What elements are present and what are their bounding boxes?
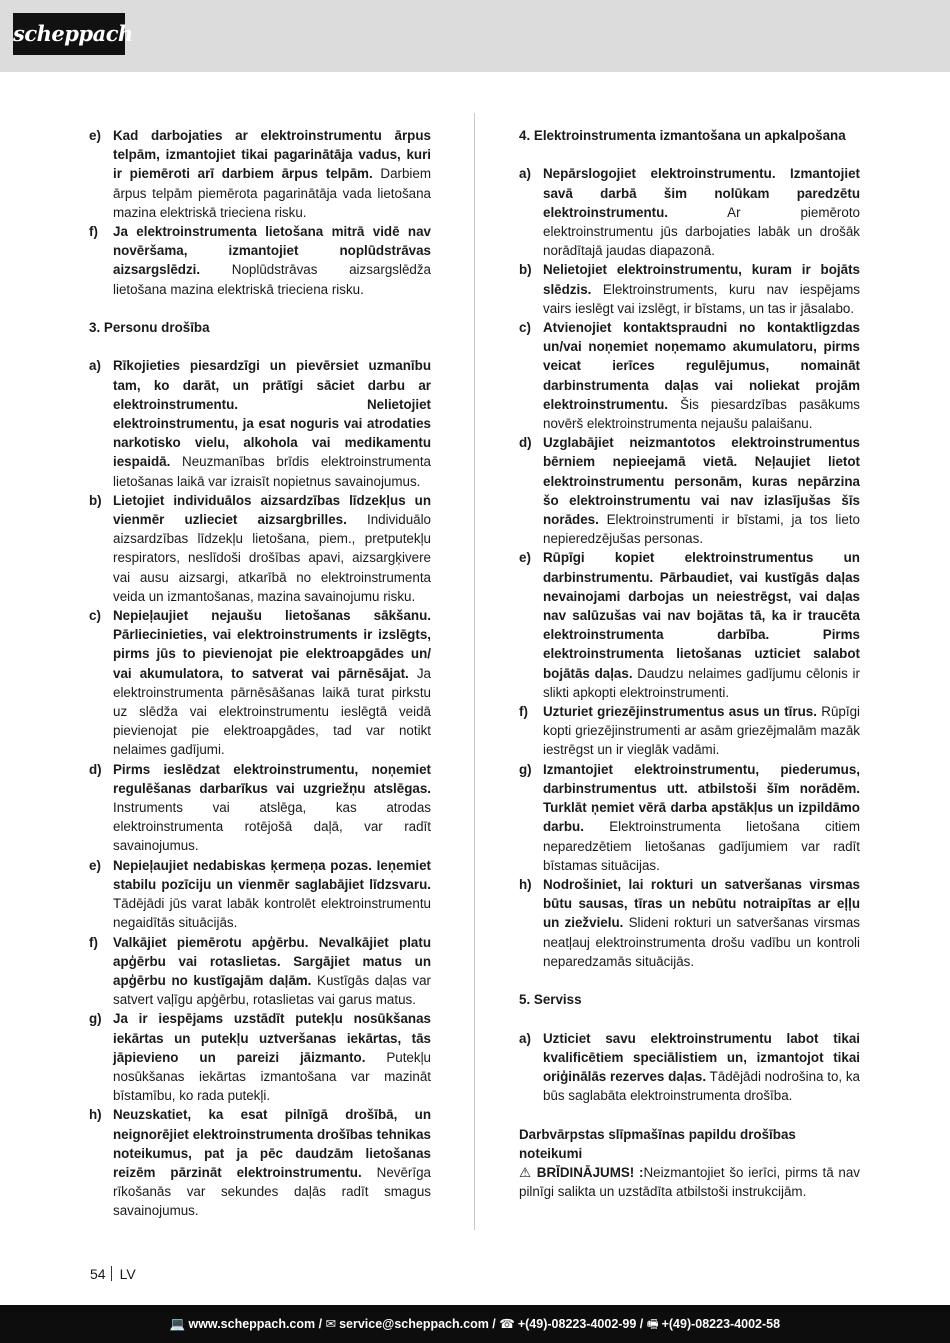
right-column [519,126,860,1201]
item-label: h) [519,876,532,892]
item-label: e) [89,857,101,873]
warning-label: BRĪDINĀJUMS! : [532,1164,644,1180]
scheppach-logo: scheppach [13,13,125,55]
item-text: Uzturiet griezējinstrumentus asus un tīrus. Rūpīgi kopti griezējinstrumenti ar asām griezējmalām mazāk iestrēgst un ir vieglāk vadāmi. [543,704,860,758]
item-text: Nelietojiet elektroinstrumentu, kuram ir bojāts slēdzis. Elektroinstruments, kuru nav iespējams vairs ieslēgt vai izslēgt, ir bīstams, un tas ir jāsalabo. [543,262,860,316]
item-text: Kad darbojaties ar elektroinstrumentu ārpus telpām, izmantojiet tikai pagarinātāja vadus, kuri ir piemēroti arī darbiem ārpus telpām. Darbiem ārpus telpām piemērota pagarinātāja vada lietošana mazina elektriskā trieciena risku. [113,128,432,220]
warning-paragraph [519,1163,860,1201]
list-item [519,433,860,548]
item-label: a) [89,358,101,374]
list-item [89,126,431,222]
list-item [89,222,431,299]
warning-text: Neizmantojiet šo ierīci, pirms tā nav pilnīgi salikta un uzstādīta atbilstoši instrukcijām. [519,1164,860,1200]
item-label: d) [519,435,532,451]
item-text: Nodrošiniet, lai rokturi un satveršanas virsmas būtu sausas, tīras un nebūtu notraipītas ar eļļu un ziežvielu. Slideni rokturi un satveršanas virsmas neatļauj elektroinstrumenta drošu vadību un kontroli neparedzamās situācijās. [543,876,860,969]
item-label: g) [519,761,532,777]
list-item [519,875,860,971]
item-label: b) [519,262,532,278]
item-text: Izmantojiet elektroinstrumentu, piederumus, darbinstrumentus utt. atbilstoši šīm norādēm. Turklāt ņemiet vērā darba apstākļus un izpildāmo darbu. Elektroinstrumenta lietošana citiem neparedzētiem lietošanas gadījumiem var radīt bīstamas situācijas. [543,761,860,873]
item-text: Rūpīgi kopiet elektroinstrumentus un darbinstrumentu. Pārbaudiet, vai kustīgās daļas nevainojami darbojas un neiestrēgst, vai daļas nav salūzušas vai nav bojātas tā, ka ir traucēta elektroinstrumenta darbība. Pirms elektroinstrumenta lietošanas uzticiet salabot bojātās daļas. Daudzu nelaimes gadījumu cēlonis ir slikti apkopti elektroinstrumenti. [543,550,860,700]
item-label: c) [519,320,531,336]
item-label: f) [89,224,98,240]
item-text: Rīkojieties piesardzīgi un pievērsiet uzmanību tam, ko darāt, un prātīgi sāciet darbu ar elektroinstrumentu. Nelietojiet elektroinstrumentu, ja esat noguris vai atrodaties narkotisko vielu, alkohola vai medikamentu iespaidā. Neuzmanības brīdis elektroinstrumenta lietošanas laikā var izraisīt nopietnus savainojumus. [113,358,431,489]
item-label: e) [519,550,531,566]
list-item [519,548,860,702]
item-label: a) [519,166,531,182]
item-text: Pirms ieslēdzat elektroinstrumentu, noņemiet regulēšanas darbarīkus vai uzgriežņu atslēgas. Instruments vai atslēga, kas atrodas elektroinstrumenta rotējošā daļā, var radīt savainojumus. [113,761,431,854]
footer-email-link[interactable]: service@scheppach.com / [339,1317,496,1331]
list-item [519,318,860,433]
list-item [89,606,431,760]
item-label: e) [89,128,101,143]
item-text: Ja elektroinstrumenta lietošana mitrā vidē nav novēršama, izmantojiet noplūdstrāvas aizsargslēdzi. Noplūdstrāvas aizsargslēdža lietošana mazina elektriskā trieciena risku. [113,224,431,297]
footer-bar [0,1305,950,1343]
section-heading: 4. Elektroinstrumenta izmantošana un apkalpošana [519,128,846,143]
fax-icon: 🖷 [646,1317,659,1331]
item-text: Nepārslogojiet elektroinstrumentu. Izmantojiet savā darbā šim nolūkam paredzētu elektroinstrumentu. Ar piemēroto elektroinstrumentu jūs darbojaties labāk un drošāk norādītajā jaudas diapazonā. [543,166,860,259]
item-text: Lietojiet individuālos aizsardzības līdzekļus un vienmēr uzlieciet aizsargbrilles. Individuālo aizsardzības līdzekļu lietošana, piem., pretputekļu respirators, neslīdoši drošības apavi, aizsargķivere vai ausu aizsargi, atkarībā no elektroinstrumenta veida un izmantošanas, mazina savainojumu risku. [113,492,432,604]
list-item [89,1105,431,1220]
item-text: Nepieļaujiet nedabiskas ķermeņa pozas. Ieņemiet stabilu pozīciju un vienmēr saglabājiet līdzsvaru. Tādējādi jūs varat labāk kontrolēt elektroinstrumentu negaidītās situācijās. [113,857,431,931]
phone-icon: ☎ [499,1317,515,1331]
computer-icon: 💻 [169,1317,186,1331]
footer-web-link[interactable]: www.scheppach.com / [188,1317,323,1331]
list-item [519,702,860,760]
item-text: Neuzskatiet, ka esat pilnīgā drošībā, un neignorējiet elektroinstrumenta drošības tehnikas noteikumus, pat ja pēc daudzām lietošanas reizēm pārzināt elektroinstrumentu. Nevērīga rīkošanās var sekundes daļās radīt smagus savainojumus. [113,1107,431,1219]
item-text: Nepieļaujiet nejaušu lietošanas sākšanu. Pārliecinieties, vai elektroinstruments ir izslēgts, pirms jūs to pievienojat pie elektroapgādes un/ vai akumulatora, to satverat vai pārnēsājat. Ja elektroinstrumenta pārnēsāšanas laikā turat pirkstu uz slēdža vai elektroinstrumentu ieslēgtā veidā pievienojat pie elektroapgādes, tad var notikt nelaimes gadījumi. [113,608,431,758]
section-heading: 5. Serviss [519,992,582,1008]
list-item [89,1009,431,1105]
item-text: Uzglabājiet neizmantotos elektroinstrumentus bērniem nepieejamā vietā. Neļaujiet lietot elektroinstrumentu personām, kuras nepārzina šo elektroinstrumentu vai nav izlasījušas šīs norādes. Elektroinstrumenti ir bīstami, ja tos lieto nepieredzējušas personas. [543,435,860,547]
item-label: g) [89,1011,102,1027]
list-item [89,856,431,933]
list-item [519,260,860,318]
item-text: Atvienojiet kontaktspraudni no kontaktligzdas un/vai noņemiet noņemamo akumulatoru, pirms veicat ierīces regulējumus, nomaināt darbinstrumenta daļas vai noliekat projām elektroinstrumentu. Šis piesardzības pasākums novērš elektroinstrumenta nejaušu palaišanu. [543,320,860,432]
section-heading: 3. Personu drošība [89,320,210,336]
list-item [89,933,431,1010]
item-label: f) [89,934,98,950]
list-item [519,164,860,260]
footer-phone: +(49)-08223-4002-99 / [517,1317,644,1331]
page-separator [111,1266,112,1281]
item-text: Ja ir iespējams uzstādīt putekļu nosūkšanas iekārtas un putekļu uztveršanas iekārtas, tās jāpievieno un pareizi jāizmanto. Putekļu nosūkšanas iekārtas izmantošana var mazināt bīstamību, ko rada putekļi. [113,1011,431,1104]
page-number: 54 LV [90,1266,136,1282]
warning-icon: ⚠ [519,1164,533,1180]
item-label: a) [519,1030,531,1046]
column-divider [474,113,475,1230]
list-item [519,760,860,875]
item-label: h) [89,1107,102,1123]
list-item [89,760,431,856]
list-item [89,491,431,606]
item-text: Uzticiet savu elektroinstrumentu labot tikai kvalificētiem speciālistiem un, izmantojot tikai oriģinālās rezerves daļas. Tādējādi nodrošina to, ka būs saglabāta elektroinstrumenta drošība. [543,1030,860,1104]
list-item [89,356,431,490]
header-bar [0,0,950,72]
item-label: b) [89,492,102,508]
mail-icon: ✉ [325,1317,337,1331]
left-column [89,126,431,1221]
item-label: c) [89,608,101,624]
item-label: f) [519,704,528,720]
item-label: d) [89,761,102,777]
item-text: Valkājiet piemērotu apģērbu. Nevalkājiet platu apģērbu vai rotaslietas. Sargājiet matus un apģērbu no kustīgajām daļām. Kustīgās daļas var satvert vaļīgu apģērbu, rotaslietas vai garus matus. [113,934,431,1008]
extra-safety-heading: Darbvārpstas slīpmašīnas papildu drošības noteikumi [519,1126,796,1161]
list-item [519,1029,860,1106]
footer-fax: +(49)-08223-4002-58 [661,1317,781,1331]
